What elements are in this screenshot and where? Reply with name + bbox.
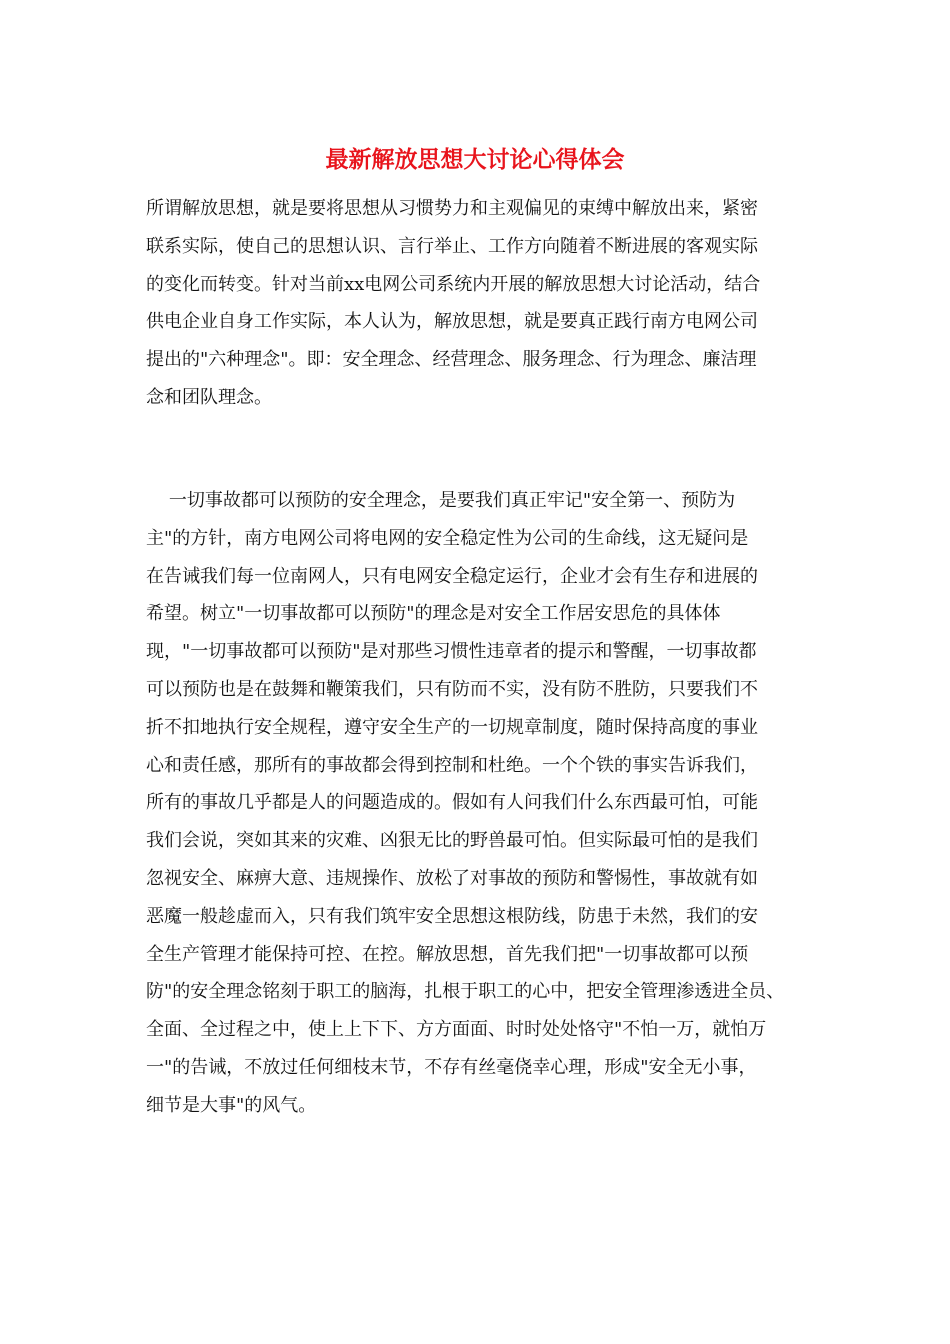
paragraph-line: 心和责任感，那所有的事故都会得到控制和杜绝。一个个铁的事实告诉我们， (146, 754, 758, 776)
paragraph-line: 念和团队理念。 (146, 386, 272, 408)
paragraph-line: 一"的告诫，不放过任何细枝末节，不存有丝毫侥幸心理，形成"安全无小事， (146, 1056, 757, 1078)
paragraph-line: 忽视安全、麻痹大意、违规操作、放松了对事故的预防和警惕性，事故就有如 (146, 867, 758, 889)
paragraph-line: 希望。树立"一切事故都可以预防"的理念是对安全工作居安思危的具体体 (146, 603, 721, 625)
paragraph-line: 全面、全过程之中，使上上下下、方方面面、时时处处恪守"不怕一万，就怕万 (146, 1019, 767, 1041)
paragraph-line: 我们会说，突如其来的灾难、凶狠无比的野兽最可怕。但实际最可怕的是我们 (146, 830, 758, 852)
paragraph-line: 细节是大事"的风气。 (146, 1094, 317, 1116)
paragraph-line: 提出的"六种理念"。即：安全理念、经营理念、服务理念、行为理念、廉洁理 (146, 349, 757, 371)
paragraph-line: 供电企业自身工作实际，本人认为，解放思想，就是要真正践行南方电网公司 (146, 311, 758, 333)
paragraph-line: 现，"一切事故都可以预防"是对那些习惯性违章者的提示和警醒，一切事故都 (146, 641, 757, 663)
paragraph-line: 恶魔一般趁虚而入，只有我们筑牢安全思想这根防线，防患于未然，我们的安 (146, 905, 758, 927)
paragraph-line: 防"的安全理念铭刻于职工的脑海，扎根于职工的心中，把安全管理渗透进全员、 (146, 981, 785, 1003)
paragraph-intro (146, 190, 826, 417)
paragraph-line: 所谓解放思想，就是要将思想从习惯势力和主观偏见的束缚中解放出来，紧密 (146, 198, 758, 219)
paragraph-safety (146, 482, 826, 1125)
paragraph-line: 在告诫我们每一位南网人，只有电网安全稳定运行，企业才会有生存和进展的 (146, 565, 758, 587)
paragraph-line: 一切事故都可以预防的安全理念，是要我们真正牢记"安全第一、预防为 (146, 490, 736, 511)
paragraph-line: 可以预防也是在鼓舞和鞭策我们，只有防而不实，没有防不胜防，只要我们不 (146, 678, 758, 700)
document-title: 最新解放思想大讨论心得体会 (325, 146, 625, 173)
paragraph-line: 联系实际，使自己的思想认识、言行举止、工作方向随着不断进展的客观实际 (146, 235, 758, 257)
paragraph-line: 的变化而转变。针对当前xx电网公司系统内开展的解放思想大讨论活动，结合 (146, 273, 761, 295)
paragraph-line: 全生产管理才能保持可控、在控。解放思想，首先我们把"一切事故都可以预 (146, 943, 749, 965)
paragraph-line: 所有的事故几乎都是人的问题造成的。假如有人问我们什么东西最可怕，可能 (146, 792, 758, 814)
paragraph-line: 折不扣地执行安全规程，遵守安全生产的一切规章制度，随时保持高度的事业 (146, 716, 758, 738)
paragraph-line: 主"的方针，南方电网公司将电网的安全稳定性为公司的生命线，这无疑问是 (146, 527, 749, 549)
